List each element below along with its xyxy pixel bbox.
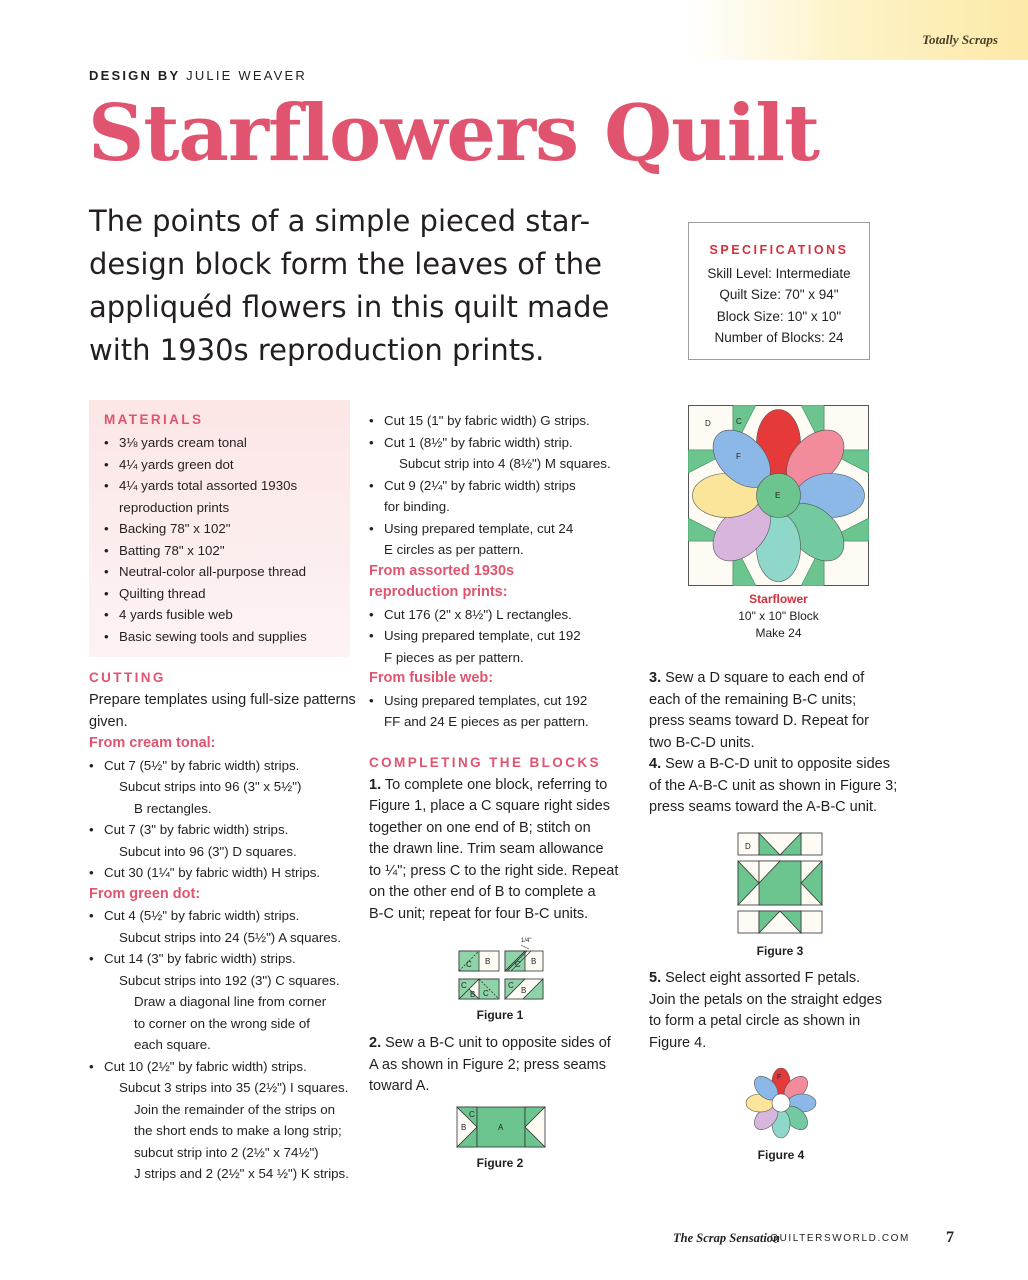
list-item-continued: Join the remainder of the strips on xyxy=(134,1101,336,1117)
byline-name: JULIE WEAVER xyxy=(186,68,307,83)
list-item-continued: B rectangles. xyxy=(134,800,212,816)
figure-4-diagram xyxy=(744,1066,818,1140)
step-line: together on one end of B; stitch on xyxy=(369,819,591,836)
step-5 xyxy=(649,968,919,1054)
step-line: A as shown in Figure 2; press seams xyxy=(369,1056,606,1073)
list-item-continued: the short ends to make a long strip; xyxy=(134,1123,342,1138)
figure-1-diagram xyxy=(455,934,545,1004)
list-item: • Cut 9 (2¼" by fabric width) strips xyxy=(369,475,631,497)
list-item-continued: Subcut strips into 96 (3" x 5½") xyxy=(119,779,302,794)
step-number: 5. xyxy=(649,970,662,986)
fig1-label-c: C xyxy=(515,960,521,969)
list-item: • Cut 1 (8½" by fabric width) strip. xyxy=(369,432,631,454)
step-line: of the A-B-C unit as shown in Figure 3; xyxy=(649,777,898,794)
fig1-label-b: B xyxy=(531,957,537,966)
spec-line: Quilt Size: 70" x 94" xyxy=(719,287,839,302)
list-item: • 4 yards fusible web xyxy=(104,604,350,626)
list-item-continued: Subcut strips into 24 (5½") A squares. xyxy=(119,929,342,945)
list-item-continued: FF and 24 E pieces as per pattern. xyxy=(384,714,589,729)
figure-2-diagram xyxy=(456,1106,546,1148)
list-item: • Using prepared template, cut 192 xyxy=(369,625,631,647)
block-make: Make 24 xyxy=(755,626,802,640)
step-line: to form a petal circle as shown in xyxy=(649,1013,861,1029)
step-number: 1. xyxy=(369,776,382,793)
fig1-label-quarter: 1/4" xyxy=(521,938,532,944)
green-list xyxy=(89,905,361,1185)
cream-heading: From cream tonal: xyxy=(89,735,216,751)
step-line: toward A. xyxy=(369,1078,430,1094)
list-item-continued: Subcut into 96 (3") D squares. xyxy=(119,843,297,859)
list-item-continued: Subcut 3 strips into 35 (2½") I squares. xyxy=(119,1080,349,1095)
right-column xyxy=(649,668,919,819)
list-item-continued: subcut strip into 2 (2½" x 74½") xyxy=(134,1144,319,1160)
step-2 xyxy=(369,1033,631,1098)
list-item: • Cut 4 (5½" by fabric width) strips. xyxy=(89,905,361,927)
materials-heading: MATERIALS xyxy=(104,412,204,427)
step-1 xyxy=(369,775,631,926)
specifications-box xyxy=(688,222,870,360)
list-item-continued: for binding. xyxy=(384,499,450,514)
list-item: • 4¼ yards green dot xyxy=(104,454,350,476)
fig2-label-b: B xyxy=(461,1123,467,1132)
step-line: Select eight assorted F petals. xyxy=(665,970,861,986)
block-label-d: D xyxy=(705,419,711,428)
step-line: Figure 1, place a C square right sides xyxy=(369,798,610,814)
step-number: 3. xyxy=(649,670,662,686)
list-item-continued: to corner on the wrong side of xyxy=(134,1015,310,1031)
spec-line: Block Size: 10" x 10" xyxy=(716,308,842,324)
list-item: • Cut 30 (1¼" by fabric width) H strips. xyxy=(89,862,361,884)
list-item: • Cut 7 (5½" by fabric width) strips. xyxy=(89,755,361,777)
list-item-continued: E circles as per pattern. xyxy=(384,542,524,557)
block-label-e: E xyxy=(775,491,781,500)
magazine-title: The Scrap Sensation xyxy=(673,1231,780,1245)
step-line: Join the petals on the straight edges xyxy=(649,991,882,1008)
page-footer xyxy=(0,1229,1028,1249)
figure-1-caption: Figure 1 xyxy=(476,1008,524,1022)
fig1-label-c: C xyxy=(483,989,489,998)
list-item: • 3⅛ yards cream tonal xyxy=(104,432,350,454)
figure-4-caption: Figure 4 xyxy=(757,1148,805,1162)
running-head xyxy=(688,0,1028,60)
fig2-label-c: C xyxy=(469,1110,475,1119)
spec-line: Skill Level: Intermediate xyxy=(707,265,851,281)
list-item: • Cut 15 (1" by fabric width) G strips. xyxy=(369,410,631,432)
step-line: to ¼"; press C to the right side. Repeat xyxy=(369,862,619,879)
list-item: • Cut 10 (2½" by fabric width) strips. xyxy=(89,1056,361,1078)
footer-url: QUILTERSWORLD.COM xyxy=(770,1233,910,1244)
cutting-intro: Prepare templates using full-size patterns given. xyxy=(89,692,356,730)
specifications-heading: SPECIFICATIONS xyxy=(709,243,849,257)
list-item-continued: Subcut strip into 4 (8½") M squares. xyxy=(399,456,611,471)
step-line: press seams toward D. Repeat for xyxy=(649,713,870,729)
list-item-continued: Draw a diagonal line from corner xyxy=(134,994,327,1009)
list-item: • Quilting thread xyxy=(104,583,350,605)
fig1-label-b: B xyxy=(485,957,491,966)
step-line: each of the remaining B-C units; xyxy=(649,691,857,708)
list-item: • Cut 7 (3" by fabric width) strips. xyxy=(89,819,361,841)
step-line: Sew a D square to each end of xyxy=(665,670,865,686)
list-item-continued: Subcut strips into 192 (3") C squares. xyxy=(119,972,340,988)
block-name: Starflower xyxy=(749,592,808,606)
running-head-text: Totally Scraps xyxy=(922,32,998,47)
block-label-c: C xyxy=(736,417,742,426)
list-item-continued: F pieces as per pattern. xyxy=(384,649,524,665)
fig1-label-b: B xyxy=(470,990,476,999)
list-item-continued: J strips and 2 (2½" x 54 ½") K strips. xyxy=(134,1166,349,1181)
fig1-label-c: C xyxy=(466,960,472,969)
list-item: • 4¼ yards total assorted 1930s xyxy=(104,475,350,497)
assorted-heading: From assorted 1930s xyxy=(369,562,515,579)
step-line: Sew a B-C unit to opposite sides of xyxy=(385,1035,611,1051)
fig2-label-a: A xyxy=(498,1123,504,1132)
step-line: two B-C-D units. xyxy=(649,734,755,751)
completing-heading: COMPLETING THE BLOCKS xyxy=(369,754,601,770)
list-item: • Using prepared template, cut 24 xyxy=(369,518,631,540)
list-item: • Basic sewing tools and supplies xyxy=(104,626,350,648)
fig3-label-d: D xyxy=(745,842,751,851)
fig4-label-f: F xyxy=(777,1074,782,1081)
step-line: on the other end of B to complete a xyxy=(369,884,596,900)
cutting-heading: CUTTING xyxy=(89,670,166,685)
list-item: • Batting 78" x 102" xyxy=(104,540,350,562)
block-size: 10" x 10" Block xyxy=(738,609,819,623)
starflower-block-diagram xyxy=(688,405,869,586)
page-title: Starflowers Quilt xyxy=(88,88,820,179)
page-number: 7 xyxy=(946,1229,954,1246)
cream-list xyxy=(89,755,361,884)
fig1-label-c: C xyxy=(508,981,514,990)
list-item: • Cut 14 (3" by fabric width) strips. xyxy=(89,948,361,970)
byline-prefix: DESIGN BY xyxy=(89,68,181,83)
block-caption xyxy=(688,591,869,642)
step-line: the drawn line. Trim seam allowance xyxy=(369,841,604,857)
step-line: B-C unit; repeat for four B-C units. xyxy=(369,905,589,922)
spec-line: Number of Blocks: 24 xyxy=(714,330,844,345)
step-line: press seams toward the A-B-C unit. xyxy=(649,799,878,815)
byline xyxy=(89,68,307,83)
figure-2-caption: Figure 2 xyxy=(476,1156,524,1170)
assorted-list xyxy=(369,604,631,669)
list-item: • Using prepared templates, cut 192 xyxy=(369,690,631,712)
cutting-column xyxy=(89,670,361,1185)
green-heading: From green dot: xyxy=(89,885,201,902)
fig1-label-b: B xyxy=(521,986,527,995)
step-line: Figure 4. xyxy=(649,1034,707,1051)
block-label-f: F xyxy=(736,452,741,461)
fig1-label-c: C xyxy=(461,981,467,990)
step-number: 2. xyxy=(369,1035,382,1051)
fusible-list xyxy=(369,690,631,733)
figure-3-diagram xyxy=(737,832,823,936)
middle-column xyxy=(369,410,631,925)
fusible-heading: From fusible web: xyxy=(369,670,494,686)
green-list-continued xyxy=(369,410,631,561)
figure-3-caption: Figure 3 xyxy=(756,944,804,958)
step-line: To complete one block, referring to xyxy=(384,776,608,793)
assorted-heading-2: reproduction prints: xyxy=(369,584,508,600)
intro-text: The points of a simple pieced star-design block form the leaves of the appliquéd flowers in this quilt made with 1930s reproduction prints. xyxy=(89,204,610,367)
list-item: • Backing 78" x 102" xyxy=(104,518,350,540)
list-item: • Neutral-color all-purpose thread xyxy=(104,561,350,583)
step-line: Sew a B-C-D unit to opposite sides xyxy=(665,756,890,772)
list-item-continued: reproduction prints xyxy=(119,499,230,515)
materials-box xyxy=(89,400,350,657)
list-item-continued: each square. xyxy=(134,1037,211,1052)
materials-list xyxy=(104,432,350,647)
list-item: • Cut 176 (2" x 8½") L rectangles. xyxy=(369,604,631,626)
step-number: 4. xyxy=(649,756,662,772)
